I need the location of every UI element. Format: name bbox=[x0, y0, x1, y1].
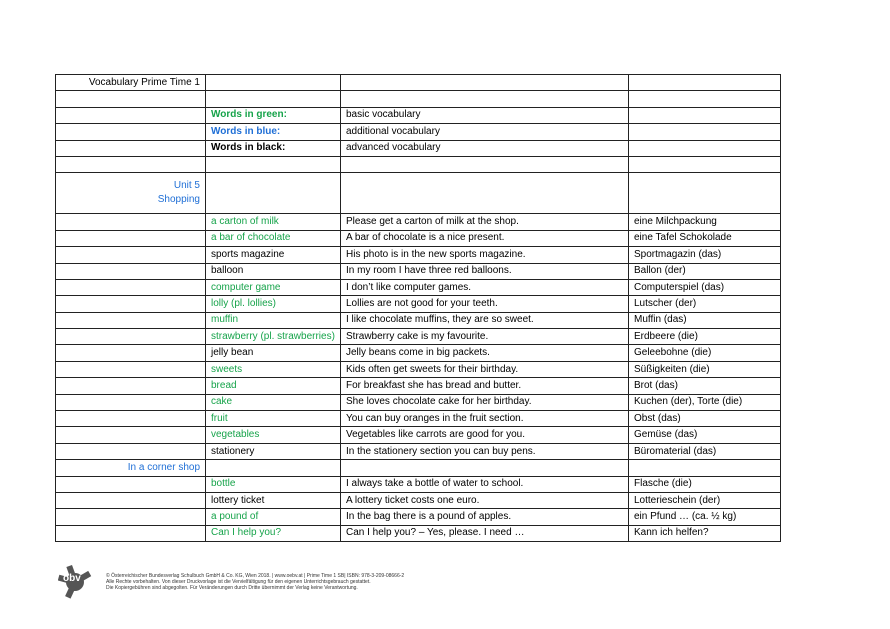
vocab-row bbox=[56, 329, 781, 345]
copyright-line: © Österreichischer Bundesverlag Schulbuch GmbH & Co. KG, Wien 2018. | www.oebv.at | Prime Time 1 SB| ISBN: 978-3-209-08666-2 bbox=[106, 573, 405, 579]
copyright-notice bbox=[106, 573, 404, 591]
liability-line: Die Kopiergebühren sind abgegolten. Für Veränderungen durch Dritte übernimmt der Verlag keine Verantwortung. bbox=[106, 585, 358, 591]
legend-desc-blue: additional vocabulary bbox=[341, 124, 629, 140]
vocab-word: balloon bbox=[206, 263, 341, 279]
vocab-row bbox=[56, 525, 781, 541]
vocab-word: lolly (pl. lollies) bbox=[206, 296, 341, 312]
legend-row-black bbox=[56, 140, 781, 156]
vocab-german: Kann ich helfen? bbox=[629, 525, 781, 541]
vocab-german: Sportmagazin (das) bbox=[629, 247, 781, 263]
legend-desc-green: basic vocabulary bbox=[341, 107, 629, 123]
vocab-word: Can I help you? bbox=[206, 525, 341, 541]
vocab-row bbox=[56, 279, 781, 295]
vocab-german: Computerspiel (das) bbox=[629, 279, 781, 295]
vocab-german: Kuchen (der), Torte (die) bbox=[629, 394, 781, 410]
empty-row bbox=[56, 156, 781, 172]
vocab-german: Obst (das) bbox=[629, 411, 781, 427]
vocab-row bbox=[56, 263, 781, 279]
vocab-german: Geleebohne (die) bbox=[629, 345, 781, 361]
vocab-german: Erdbeere (die) bbox=[629, 329, 781, 345]
vocab-word: vegetables bbox=[206, 427, 341, 443]
section-row bbox=[56, 460, 781, 476]
vocab-german: Süßigkeiten (die) bbox=[629, 361, 781, 377]
unit-row bbox=[56, 173, 781, 214]
vocab-german: Lotterieschein (der) bbox=[629, 492, 781, 508]
vocab-word: a carton of milk bbox=[206, 214, 341, 230]
vocab-word: lottery ticket bbox=[206, 492, 341, 508]
vocab-example: I like chocolate muffins, they are so sweet. bbox=[341, 312, 629, 328]
rights-line: Alle Rechte vorbehalten. Von dieser Druckvorlage ist die Vervielfältigung für den eigenen Unterrichtsgebrauch gestattet. bbox=[106, 579, 371, 585]
section-heading: In a corner shop bbox=[56, 460, 206, 476]
vocab-word: strawberry (pl. strawberries) bbox=[206, 329, 341, 345]
vocab-german: Brot (das) bbox=[629, 378, 781, 394]
vocab-row bbox=[56, 378, 781, 394]
vocab-example: A lottery ticket costs one euro. bbox=[341, 492, 629, 508]
vocab-example: Kids often get sweets for their birthday. bbox=[341, 361, 629, 377]
vocab-example: Strawberry cake is my favourite. bbox=[341, 329, 629, 345]
vocab-word: fruit bbox=[206, 411, 341, 427]
vocab-example: Jelly beans come in big packets. bbox=[341, 345, 629, 361]
vocab-row bbox=[56, 230, 781, 246]
vocab-word: a bar of chocolate bbox=[206, 230, 341, 246]
vocab-example: I don’t like computer games. bbox=[341, 279, 629, 295]
vocab-row bbox=[56, 345, 781, 361]
vocab-row bbox=[56, 476, 781, 492]
vocab-word: a pound of bbox=[206, 509, 341, 525]
vocab-example: I always take a bottle of water to school. bbox=[341, 476, 629, 492]
vocab-example: She loves chocolate cake for her birthday. bbox=[341, 394, 629, 410]
vocab-row bbox=[56, 443, 781, 459]
unit-heading bbox=[56, 173, 206, 214]
vocab-row bbox=[56, 361, 781, 377]
unit-number: Unit 5 bbox=[173, 180, 200, 192]
vocab-row bbox=[56, 509, 781, 525]
vocab-word: sweets bbox=[206, 361, 341, 377]
unit-topic: Shopping bbox=[157, 194, 200, 206]
vocab-example: You can buy oranges in the fruit section. bbox=[341, 411, 629, 427]
vocab-example: In my room I have three red balloons. bbox=[341, 263, 629, 279]
vocab-example: For breakfast she has bread and butter. bbox=[341, 378, 629, 394]
legend-desc-black: advanced vocabulary bbox=[341, 140, 629, 156]
vocab-row bbox=[56, 214, 781, 230]
vocab-german: eine Tafel Schokolade bbox=[629, 230, 781, 246]
title-row bbox=[56, 75, 781, 91]
vocab-word: stationery bbox=[206, 443, 341, 459]
publisher-logo-text: öbv bbox=[63, 573, 81, 584]
vocab-word: cake bbox=[206, 394, 341, 410]
vocab-german: Büromaterial (das) bbox=[629, 443, 781, 459]
vocab-word: bottle bbox=[206, 476, 341, 492]
vocab-row bbox=[56, 427, 781, 443]
legend-row-blue bbox=[56, 124, 781, 140]
vocab-german: Gemüse (das) bbox=[629, 427, 781, 443]
legend-row-green bbox=[56, 107, 781, 123]
vocab-row bbox=[56, 492, 781, 508]
vocab-word: bread bbox=[206, 378, 341, 394]
vocab-example: In the stationery section you can buy pens. bbox=[341, 443, 629, 459]
vocab-example: His photo is in the new sports magazine. bbox=[341, 247, 629, 263]
document-title: Vocabulary Prime Time 1 bbox=[56, 75, 206, 91]
vocab-word: muffin bbox=[206, 312, 341, 328]
vocab-german: Muffin (das) bbox=[629, 312, 781, 328]
vocab-german: Flasche (die) bbox=[629, 476, 781, 492]
legend-label-black: Words in black: bbox=[206, 140, 341, 156]
vocab-example: A bar of chocolate is a nice present. bbox=[341, 230, 629, 246]
vocab-german: eine Milchpackung bbox=[629, 214, 781, 230]
vocab-row bbox=[56, 296, 781, 312]
vocab-row bbox=[56, 394, 781, 410]
vocab-german: Lutscher (der) bbox=[629, 296, 781, 312]
vocab-row bbox=[56, 312, 781, 328]
vocab-example: Vegetables like carrots are good for you. bbox=[341, 427, 629, 443]
vocab-row bbox=[56, 247, 781, 263]
vocab-word: sports magazine bbox=[206, 247, 341, 263]
vocab-german: ein Pfund … (ca. ½ kg) bbox=[629, 509, 781, 525]
vocab-example: Can I help you? – Yes, please. I need … bbox=[341, 525, 629, 541]
vocab-german: Ballon (der) bbox=[629, 263, 781, 279]
vocab-example: Please get a carton of milk at the shop. bbox=[341, 214, 629, 230]
vocab-example: Lollies are not good for your teeth. bbox=[341, 296, 629, 312]
vocab-example: In the bag there is a pound of apples. bbox=[341, 509, 629, 525]
vocabulary-table bbox=[55, 74, 781, 542]
vocab-row bbox=[56, 411, 781, 427]
empty-row bbox=[56, 91, 781, 107]
legend-label-blue: Words in blue: bbox=[206, 124, 341, 140]
legend-label-green: Words in green: bbox=[206, 107, 341, 123]
footer bbox=[58, 565, 478, 595]
vocab-word: computer game bbox=[206, 279, 341, 295]
vocab-word: jelly bean bbox=[206, 345, 341, 361]
